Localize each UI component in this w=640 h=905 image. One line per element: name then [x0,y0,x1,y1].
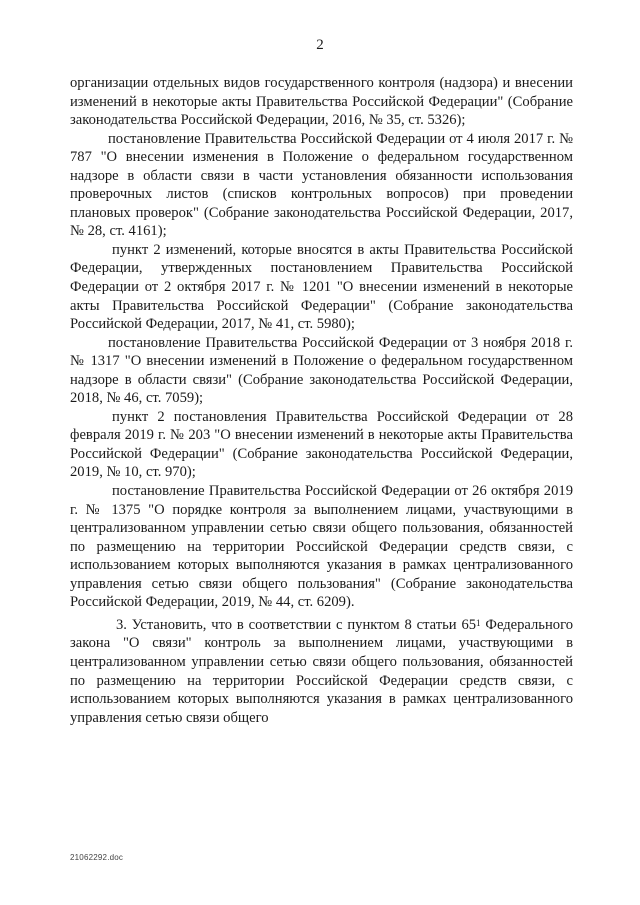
section-3-text-rest: Федерального закона "О связи" контроль за выполнением лицами, участвующими в централизованном управлении сетью связи общего пользования, обязанностей по размещению на территории Российской Федерации средств связи, с использованием которых выполняются указания в рамках централизованного управления сетью связи общего [70,616,573,726]
paragraph-resolution-787: постановление Правительства Российской Федерации от 4 июля 2017 г. № 787 "О внесении изменения в Положение о федеральном государственном надзоре в области связи в части установления обязанности использования проверочных листов (списков контрольных вопросов) при проведении плановых проверок" (Собрание законодательства Российской Федерации, 2017, № 28, ст. 4161); [70,130,573,240]
page-number: 2 [316,37,324,53]
paragraph-continuation: организации отдельных видов государственного контроля (надзора) и внесении изменений в некоторые акты Правительства Российской Федерации" (Собрание законодательства Российской Федерации, 2016, № 35, ст. 5326); [70,75,573,129]
paragraph-resolution-203: пункт 2 постановления Правительства Российской Федерации от 28 февраля 2019 г. № 203 "О внесении изменений в некоторые акты Правительства Российской Федерации" (Собрание законодательства Российской Федерации, 2019, № 10, ст. 970); [70,408,573,481]
paragraph-resolution-1375: постановление Правительства Российской Федерации от 26 октября 2019 г. № 1375 "О порядке контроля за выполнением лицами, участвующими в централизованном управлении сетью связи общего пользования, обязанностей по размещению на территории Российской Федерации средств связи, с использованием которых выполняются указания в рамках централизованного управления сетью связи общего пользования" (Собрание законодательства Российской Федерации, 2019, № 44, ст. 6209). [70,483,573,611]
paragraph-resolution-1201: пункт 2 изменений, которые вносятся в акты Правительства Российской Федерации, утвержденных постановлением Правительства Российской Федерации от 2 октября 2017 г. № 1201 "О внесении изменений в некоторые акты Правительства Российской Федерации" (Собрание законодательства Российской Федерации, 2017, № 41, ст. 5980); [70,241,573,333]
section-3-superscript: 1 [476,617,481,628]
paragraph-section-3 [70,616,573,727]
section-3-text-start: 3. Установить, что в соответствии с пунктом 8 статьи 65 [116,616,477,633]
file-reference: 21062292.doc [70,853,124,862]
paragraph-resolution-1317: постановление Правительства Российской Федерации от 3 ноября 2018 г. № 1317 "О внесении изменений в Положение о федеральном государственном надзоре в области связи" (Собрание законодательства Российской Федерации, 2018, № 46, ст. 7059); [70,334,573,407]
document-body [70,74,573,727]
